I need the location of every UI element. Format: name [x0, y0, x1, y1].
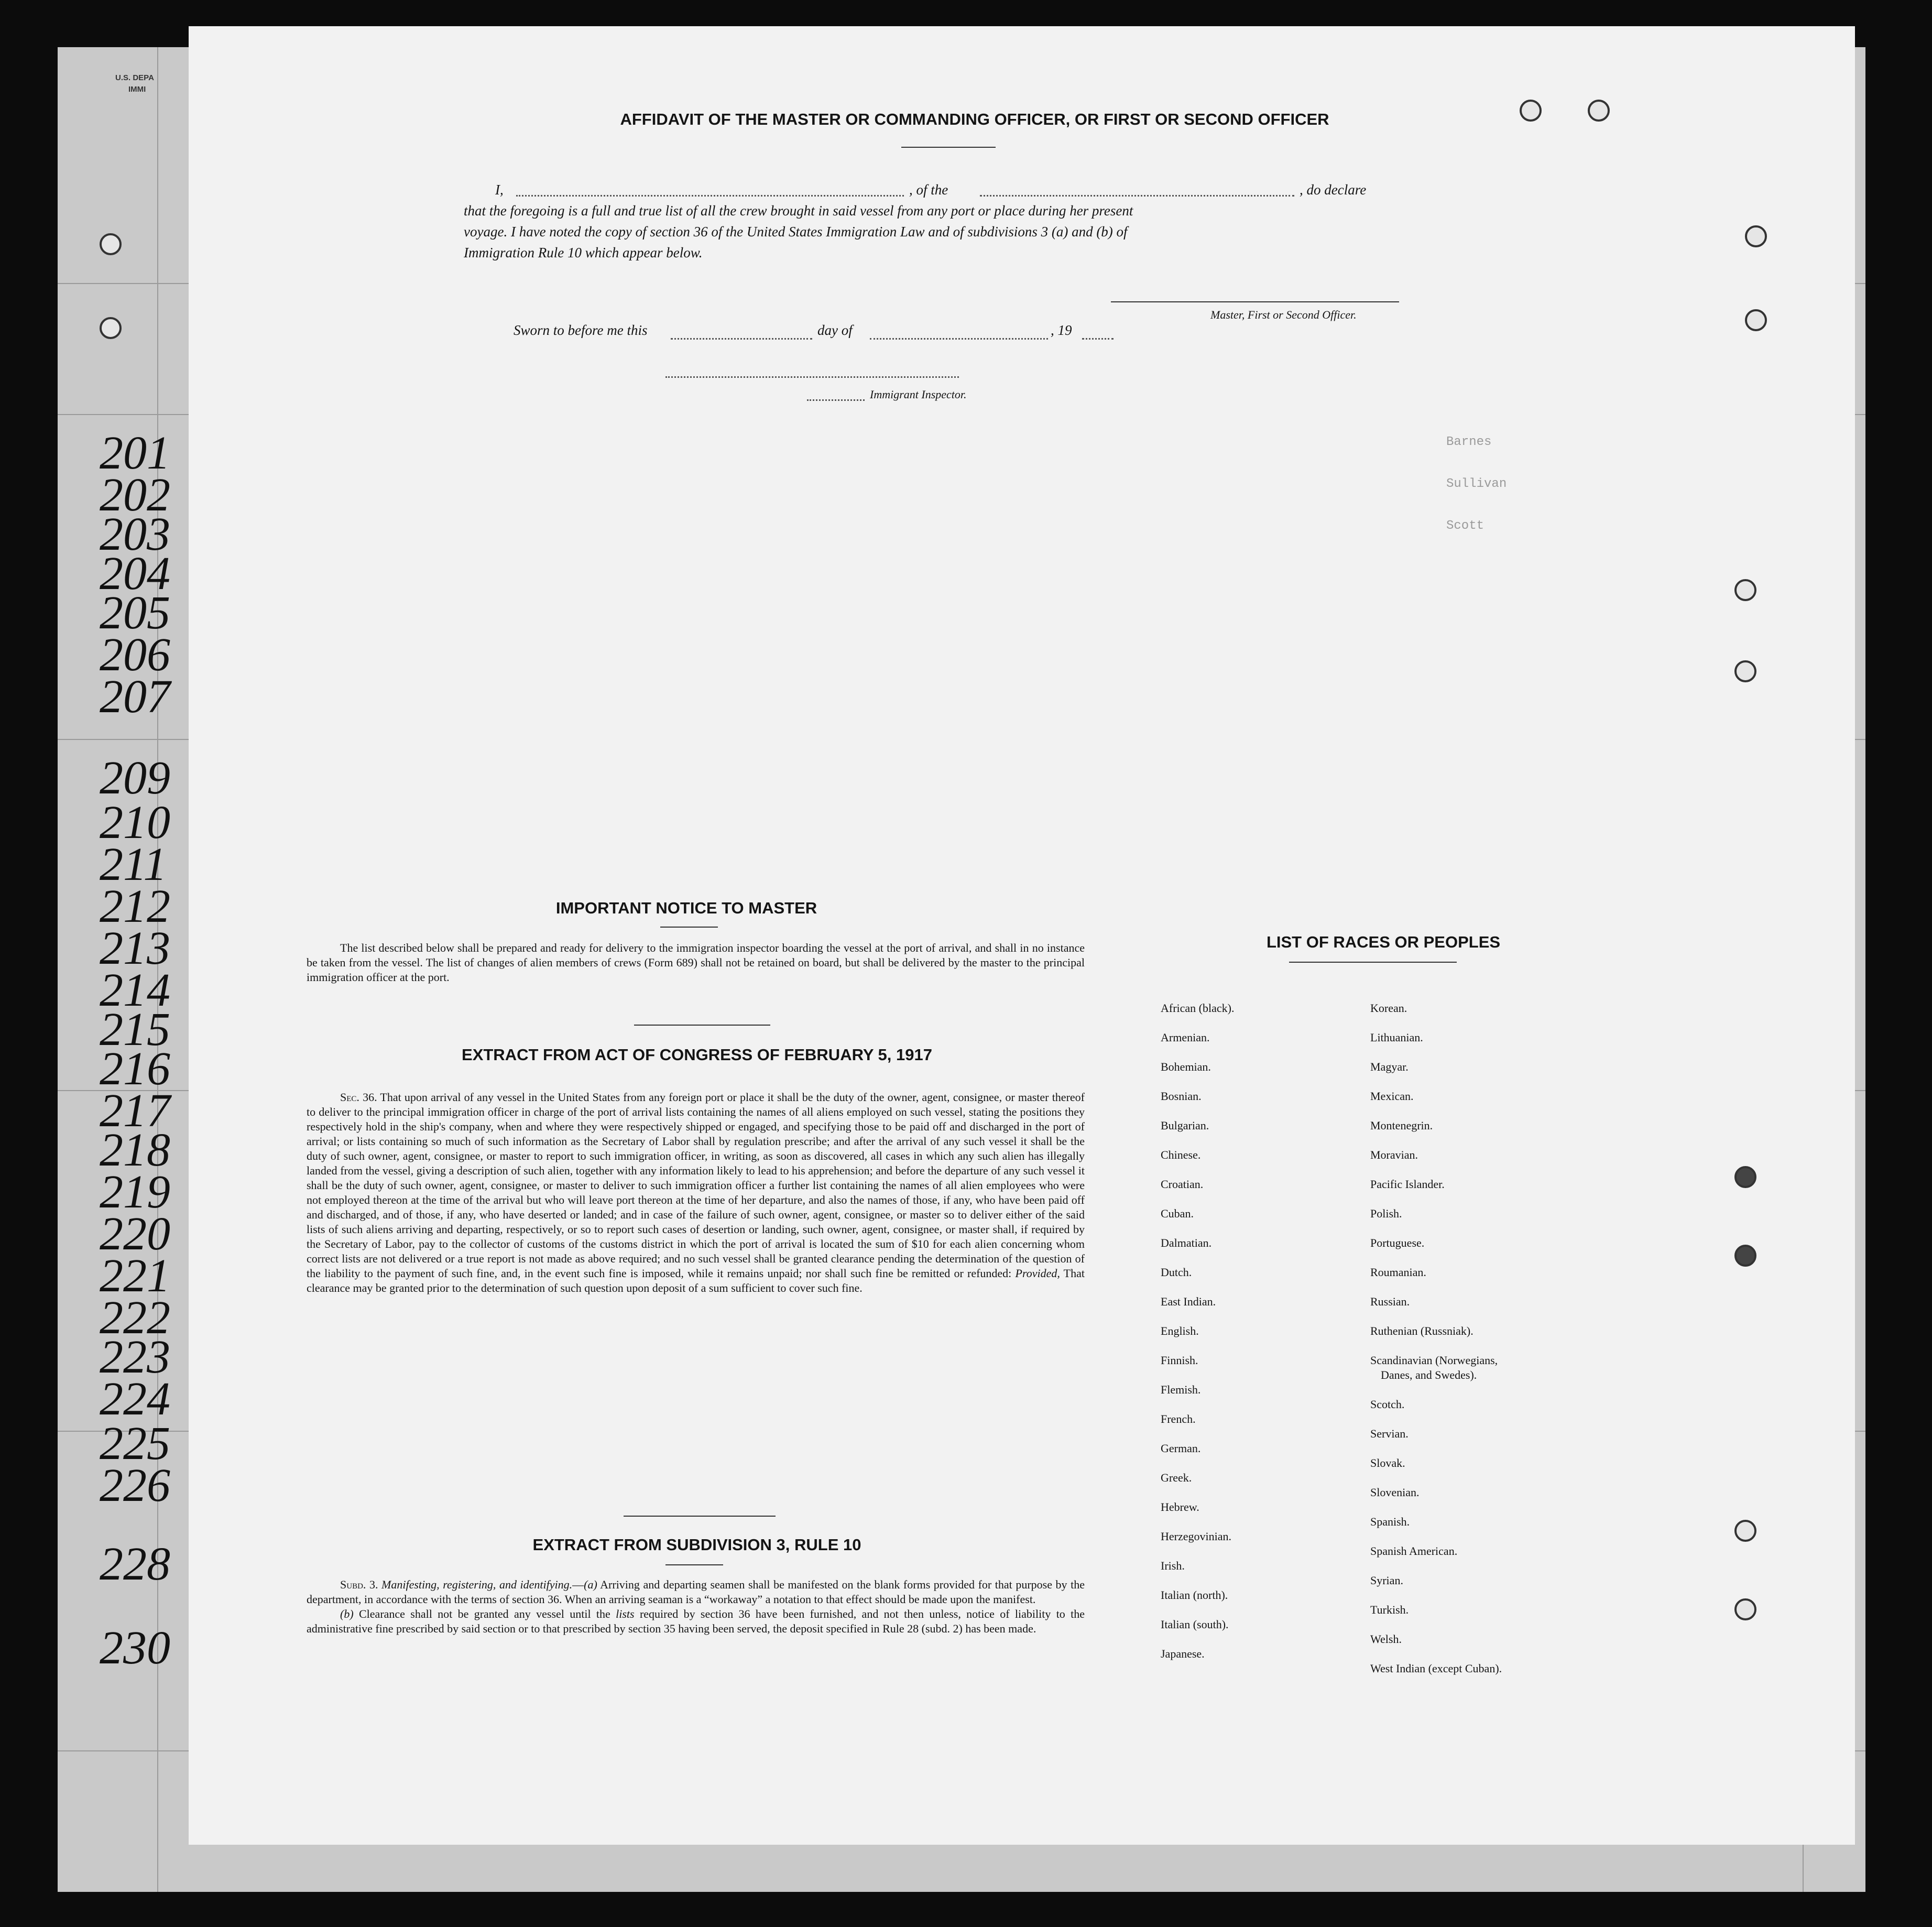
- sworn-day-blank[interactable]: [671, 338, 812, 340]
- punch-hole: [1734, 1520, 1756, 1542]
- notice-rule: [660, 927, 718, 928]
- line-number: 212: [100, 880, 170, 932]
- race-item: Japanese.: [1161, 1647, 1205, 1660]
- race-item: Spanish American.: [1370, 1544, 1458, 1558]
- race-item: Moravian.: [1370, 1148, 1418, 1161]
- race-item: Russian.: [1370, 1295, 1410, 1308]
- line-number: 228: [100, 1538, 170, 1590]
- extract-rule-underline: [665, 1564, 723, 1565]
- line-number: 223: [100, 1331, 170, 1383]
- race-item: Ruthenian (Russniak).: [1370, 1324, 1473, 1337]
- race-item: Armenian.: [1161, 1031, 1210, 1044]
- sworn-line: [514, 322, 1352, 343]
- race-item: Montenegrin.: [1370, 1119, 1433, 1132]
- inspector-dots: [807, 399, 865, 401]
- section-rule: [634, 1025, 770, 1026]
- race-item: West Indian (except Cuban).: [1370, 1662, 1502, 1675]
- para-b-text-2: required by section 36 have been furnished, and not then unless, notice of liability to the administrative fine prescribed by said section or to that prescribed by section 35 having been served, the deposit specified in Rule 28 (subd. 2) has been made.: [307, 1607, 1085, 1635]
- race-item: Welsh.: [1370, 1632, 1402, 1646]
- line-number: 226: [100, 1460, 170, 1511]
- race-item: Bosnian.: [1161, 1090, 1202, 1103]
- race-item: Dalmatian.: [1161, 1236, 1212, 1249]
- punch-hole: [100, 317, 122, 339]
- bleed-through-text: Barnes: [1446, 435, 1492, 449]
- punch-hole: [1745, 225, 1767, 247]
- proviso-label: Provided,: [1015, 1267, 1060, 1280]
- race-item: English.: [1161, 1324, 1199, 1337]
- line-number: 221: [100, 1250, 170, 1302]
- subd-label: Subd. 3.: [340, 1578, 378, 1591]
- race-item: French.: [1161, 1412, 1196, 1425]
- race-item: Bulgarian.: [1161, 1119, 1209, 1132]
- sworn-day-of: day of: [817, 322, 853, 338]
- extract-rule-text: Subd. 3. Manifesting, registering, and identifying.—(a) Arriving and departing seamen shall be manifested on the blank forms provided for that purpose by the department, in accordance with the terms of section 36. When an arriving seaman is a “workaway” a notation to that effect should be made upon the manifest. (b) Clearance shall not be granted any vessel until the lists required by section 36 have been furnished, and not then unless, notice of liability to the administrative fine prescribed by said section or to that prescribed by section 35 having been served, the deposit specified in Rule 28 (subd. 2) has been made.: [307, 1578, 1085, 1635]
- affidavit-declaration: [464, 179, 1627, 263]
- races-right-column: [1370, 1001, 1502, 1691]
- affidavit-sheet: [189, 26, 1855, 1845]
- line-number: 214: [100, 964, 170, 1016]
- para-a-text: Arriving and departing seamen shall be manifested on the blank forms provided for that purpose by the department, in accordance with the terms of section 36. When an arriving seaman is a “workaway” a notation to that effect should be made upon the manifest.: [307, 1578, 1085, 1606]
- race-item: Bohemian.: [1161, 1060, 1211, 1073]
- affidavit-title: AFFIDAVIT OF THE MASTER OR COMMANDING OFFICER, OR FIRST OR SECOND OFFICER: [620, 110, 1329, 128]
- race-item: Cuban.: [1161, 1207, 1194, 1220]
- line-number: 202: [100, 469, 170, 521]
- signature-label: Master, First or Second Officer.: [1210, 308, 1357, 321]
- para-a-label: (a): [584, 1578, 597, 1591]
- line-number: 213: [100, 922, 170, 974]
- line-number: 225: [100, 1418, 170, 1469]
- underlying-header-fragment-1: U.S. DEPA: [115, 73, 154, 82]
- vessel-blank[interactable]: [980, 195, 1294, 197]
- declaration-line-4: Immigration Rule 10 which appear below.: [464, 245, 703, 260]
- race-item: Italian (north).: [1161, 1588, 1228, 1602]
- punch-hole: [1734, 579, 1756, 601]
- races-left-column: [1161, 1001, 1234, 1676]
- line-number: 207: [100, 671, 170, 723]
- notice-title: IMPORTANT NOTICE TO MASTER: [555, 899, 817, 917]
- title-rule: [901, 147, 996, 148]
- line-number: 210: [100, 797, 170, 848]
- line-number: 215: [100, 1004, 170, 1055]
- bleed-through-text: Sullivan: [1446, 477, 1507, 491]
- race-item: Syrian.: [1370, 1574, 1403, 1587]
- race-item: Hebrew.: [1161, 1500, 1199, 1514]
- punch-hole: [1734, 1245, 1756, 1267]
- line-number: 209: [100, 752, 170, 804]
- line-number: 220: [100, 1208, 170, 1260]
- race-item: East Indian.: [1161, 1295, 1216, 1308]
- sworn-year-blank[interactable]: [1082, 338, 1114, 340]
- declaration-i: I,: [495, 182, 504, 198]
- line-number: 206: [100, 629, 170, 681]
- signature-line[interactable]: [1111, 301, 1399, 302]
- race-item: Spanish.: [1370, 1515, 1410, 1528]
- sworn-start: Sworn to before me this: [514, 322, 648, 338]
- notice-text: [307, 941, 1085, 985]
- race-item: Lithuanian.: [1370, 1031, 1423, 1044]
- line-number: 203: [100, 508, 170, 560]
- sworn-month-blank[interactable]: [870, 338, 1048, 340]
- line-number: 201: [100, 427, 170, 479]
- race-item-continued: Danes, and Swedes).: [1381, 1368, 1477, 1381]
- inspector-label: Immigrant Inspector.: [870, 388, 967, 401]
- para-b-lists: lists: [616, 1607, 635, 1620]
- race-item: German.: [1161, 1442, 1201, 1455]
- line-number: 205: [100, 587, 170, 639]
- line-number: 217: [100, 1085, 170, 1137]
- section-36-text: That upon arrival of any vessel in the United States from any foreign port or place it shall be the duty of the owner, agent, consignee, or master thereof to deliver to the principal immigration officer in charge of the port of arrival lists containing the names of all aliens employed on such vessel, stating the positions they respectively hold in the ship's company, when and where they were respectively shipped or engaged, and specifying those to be paid off and discharged in the port of arrival; or lists containing so much of such information as the Secretary of Labor shall by regulation prescribe; and after the arrival of any such vessel it shall be the duty of such owner, agent, consignee, or master to report to such immigration officer, in writing, as soon as discovered, all cases in which any such alien has illegally landed from the vessel, giving a description of such alien, together with any information likely to lead to his apprehension; and before the departure of any such vessel it shall be the duty of such owner, agent, consignee, or master to deliver to such immigration officer a further list containing the names of all alien employees who were not employed thereon at the time of the arrival but who will leave port thereon at the time of her departure, and also the names of those, if any, who have been paid off and discharged, and of those, if any, who have deserted or landed; and in case of the failure of such owner, agent, consignee, or master so to deliver either of the said lists of such aliens arriving and departing, respectively, or so to report such cases of desertion or landing, such owner, agent, consignee, or master shall, if required by the Secretary of Labor, pay to the collector of customs of the customs district in which the port of arrival is located the sum of $10 for each alien concerning whom correct lists are not delivered or a true report is not made as above required; and no such vessel shall be granted clearance pending the determination of the question of the liability to the payment of such fine, and, in the event such fine is imposed, while it remains unpaid; nor shall such fine be remitted or refunded:: [307, 1091, 1085, 1280]
- race-item: African (black).: [1161, 1001, 1235, 1015]
- race-item: Flemish.: [1161, 1383, 1201, 1396]
- extract-rule-title: EXTRACT FROM SUBDIVISION 3, RULE 10: [532, 1536, 861, 1554]
- race-item: Portuguese.: [1370, 1236, 1425, 1249]
- punch-hole: [1588, 100, 1610, 122]
- race-item: Slovak.: [1370, 1456, 1405, 1469]
- section-label: Sec. 36.: [340, 1091, 377, 1104]
- race-item: Roumanian.: [1370, 1266, 1426, 1279]
- line-number: 219: [100, 1166, 170, 1218]
- underlying-header-fragment-2: IMMI: [128, 85, 146, 94]
- races-title: LIST OF RACES OR PEOPLES: [1266, 933, 1501, 951]
- race-item: Pacific Islander.: [1370, 1178, 1445, 1191]
- declaration-line-2: that the foregoing is a full and true list of all the crew brought in said vessel from any port or place during her present: [464, 203, 1133, 219]
- declaration-do-declare: , do declare: [1300, 182, 1367, 198]
- punch-hole: [1734, 660, 1756, 682]
- line-number: 222: [100, 1292, 170, 1344]
- punch-hole: [1520, 100, 1542, 122]
- line-number: 204: [100, 548, 170, 600]
- sworn-year-prefix: , 19: [1051, 322, 1072, 338]
- race-item: Herzegovinian.: [1161, 1530, 1231, 1543]
- punch-hole: [1734, 1598, 1756, 1620]
- inspector-signature-line[interactable]: [665, 376, 959, 378]
- line-number: 230: [100, 1622, 170, 1674]
- race-item: Italian (south).: [1161, 1618, 1229, 1631]
- para-b-label: (b): [340, 1607, 354, 1620]
- line-number: 216: [100, 1043, 170, 1095]
- name-blank[interactable]: [516, 195, 904, 197]
- race-item: Korean.: [1370, 1001, 1407, 1015]
- race-item: Servian.: [1370, 1427, 1409, 1440]
- declaration-line-3: voyage. I have noted the copy of section 36 of the United States Immigration Law and of subdivisions 3 (a) and (b) of: [464, 224, 1128, 239]
- extract-act-title: EXTRACT FROM ACT OF CONGRESS OF FEBRUARY 5, 1917: [462, 1046, 932, 1064]
- subd-heading: Manifesting, registering, and identifying.: [381, 1578, 573, 1591]
- races-rule: [1289, 962, 1457, 963]
- race-item: Dutch.: [1161, 1266, 1192, 1279]
- race-item: Slovenian.: [1370, 1486, 1420, 1499]
- notice-paragraph: The list described below shall be prepared and ready for delivery to the immigration inspector boarding the vessel at the port of arrival, and shall in no instance be taken from the vessel. The list of changes of alien members of crews (Form 689) shall not be retained on board, but shall be delivered by the master to the principal immigration officer at the port.: [307, 941, 1085, 984]
- section-rule: [624, 1516, 776, 1517]
- race-item: Scotch.: [1370, 1398, 1405, 1411]
- line-number: 224: [100, 1373, 170, 1425]
- proviso-text: That clearance may be granted prior to the determination of such question upon deposit of a sum sufficient to cover such fine.: [307, 1267, 1085, 1294]
- race-item: Croatian.: [1161, 1178, 1204, 1191]
- declaration-of-the: , of the: [909, 182, 948, 198]
- punch-hole: [100, 233, 122, 255]
- line-number: 211: [100, 839, 167, 890]
- race-item: Magyar.: [1370, 1060, 1409, 1073]
- race-item: Polish.: [1370, 1207, 1402, 1220]
- bleed-through-text: Scott: [1446, 519, 1485, 533]
- punch-hole: [1734, 1166, 1756, 1188]
- para-b-text-1: Clearance shall not be granted any vessel until the: [359, 1607, 610, 1620]
- race-item: Finnish.: [1161, 1354, 1198, 1367]
- line-number: 218: [100, 1124, 170, 1176]
- race-item: Greek.: [1161, 1471, 1192, 1484]
- race-item: Turkish.: [1370, 1603, 1409, 1616]
- punch-hole: [1745, 309, 1767, 331]
- race-item: Chinese.: [1161, 1148, 1201, 1161]
- race-item: Mexican.: [1370, 1090, 1414, 1103]
- race-item: Irish.: [1161, 1559, 1185, 1572]
- race-item: Scandinavian (Norwegians,: [1370, 1354, 1498, 1367]
- extract-act-text: [307, 1090, 1085, 1295]
